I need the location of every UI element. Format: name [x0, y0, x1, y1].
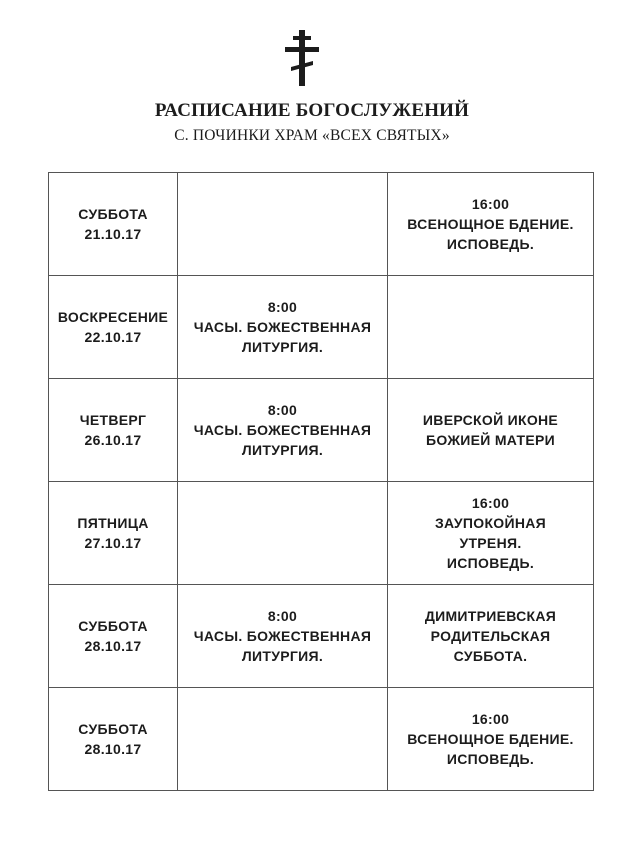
day-cell	[49, 276, 178, 379]
evening-service-cell	[388, 688, 594, 791]
day-cell	[49, 173, 178, 276]
schedule-row	[49, 482, 594, 585]
morning-service-cell	[178, 276, 388, 379]
morning-service-line: 8:00	[267, 299, 298, 315]
morning-service-line: ЧАСЫ. БОЖЕСТВЕННАЯ	[193, 319, 372, 335]
day-line: ВОСКРЕСЕНИЕ	[57, 309, 169, 325]
morning-service-cell	[178, 688, 388, 791]
evening-service-line: УТРЕНЯ.	[459, 535, 522, 551]
day-line: 21.10.17	[84, 226, 142, 242]
morning-service-line: 8:00	[267, 402, 298, 418]
schedule-row	[49, 688, 594, 791]
evening-service-cell	[388, 173, 594, 276]
schedule-table	[48, 172, 594, 791]
morning-service-line: ЛИТУРГИЯ.	[241, 648, 324, 664]
schedule-row	[49, 379, 594, 482]
morning-service-cell	[178, 173, 388, 276]
evening-service-line: ВСЕНОЩНОЕ БДЕНИЕ.	[407, 216, 574, 232]
day-cell	[49, 688, 178, 791]
morning-service-cell	[178, 482, 388, 585]
morning-service-line: ЧАСЫ. БОЖЕСТВЕННАЯ	[193, 422, 372, 438]
evening-service-line: ЗАУПОКОЙНАЯ	[434, 515, 547, 531]
evening-service-cell	[388, 379, 594, 482]
evening-service-cell	[388, 585, 594, 688]
morning-service-line: ЛИТУРГИЯ.	[241, 339, 324, 355]
evening-service-line: ИСПОВЕДЬ.	[446, 751, 535, 767]
evening-service-line: 16:00	[471, 495, 510, 511]
evening-service-line: ИСПОВЕДЬ.	[446, 555, 535, 571]
evening-service-line: ИСПОВЕДЬ.	[446, 236, 535, 252]
schedule-row	[49, 173, 594, 276]
morning-service-cell	[178, 379, 388, 482]
evening-service-line: ДИМИТРИЕВСКАЯ	[424, 608, 557, 624]
morning-service-line: ЛИТУРГИЯ.	[241, 442, 324, 458]
page-title: РАСПИСАНИЕ БОГОСЛУЖЕНИЙ	[154, 100, 470, 121]
day-line: СУББОТА	[78, 721, 148, 737]
evening-service-line: ВСЕНОЩНОЕ БДЕНИЕ.	[407, 731, 574, 747]
day-line: 27.10.17	[84, 535, 142, 551]
day-line: ЧЕТВЕРГ	[79, 412, 147, 428]
day-cell	[49, 482, 178, 585]
day-line: 26.10.17	[84, 432, 142, 448]
morning-service-line: ЧАСЫ. БОЖЕСТВЕННАЯ	[193, 628, 372, 644]
evening-service-line: ИВЕРСКОЙ ИКОНЕ	[422, 412, 559, 428]
day-line: ПЯТНИЦА	[77, 515, 149, 531]
evening-service-line: РОДИТЕЛЬСКАЯ	[430, 628, 551, 644]
evening-service-line: СУББОТА.	[453, 648, 528, 664]
evening-service-cell	[388, 482, 594, 585]
evening-service-cell	[388, 276, 594, 379]
evening-service-line: 16:00	[471, 196, 510, 212]
day-line: 22.10.17	[84, 329, 142, 345]
evening-service-line: 16:00	[471, 711, 510, 727]
orthodox-cross-icon	[284, 30, 320, 86]
morning-service-cell	[178, 585, 388, 688]
schedule-row	[49, 585, 594, 688]
morning-service-line: 8:00	[267, 608, 298, 624]
day-cell	[49, 379, 178, 482]
day-line: 28.10.17	[84, 741, 142, 757]
evening-service-line: БОЖИЕЙ МАТЕРИ	[425, 432, 556, 448]
day-line: 28.10.17	[84, 638, 142, 654]
day-line: СУББОТА	[78, 206, 148, 222]
church-subtitle: С. ПОЧИНКИ ХРАМ «ВСЕХ СВЯТЫХ»	[174, 127, 450, 144]
schedule-row	[49, 276, 594, 379]
day-cell	[49, 585, 178, 688]
day-line: СУББОТА	[78, 618, 148, 634]
